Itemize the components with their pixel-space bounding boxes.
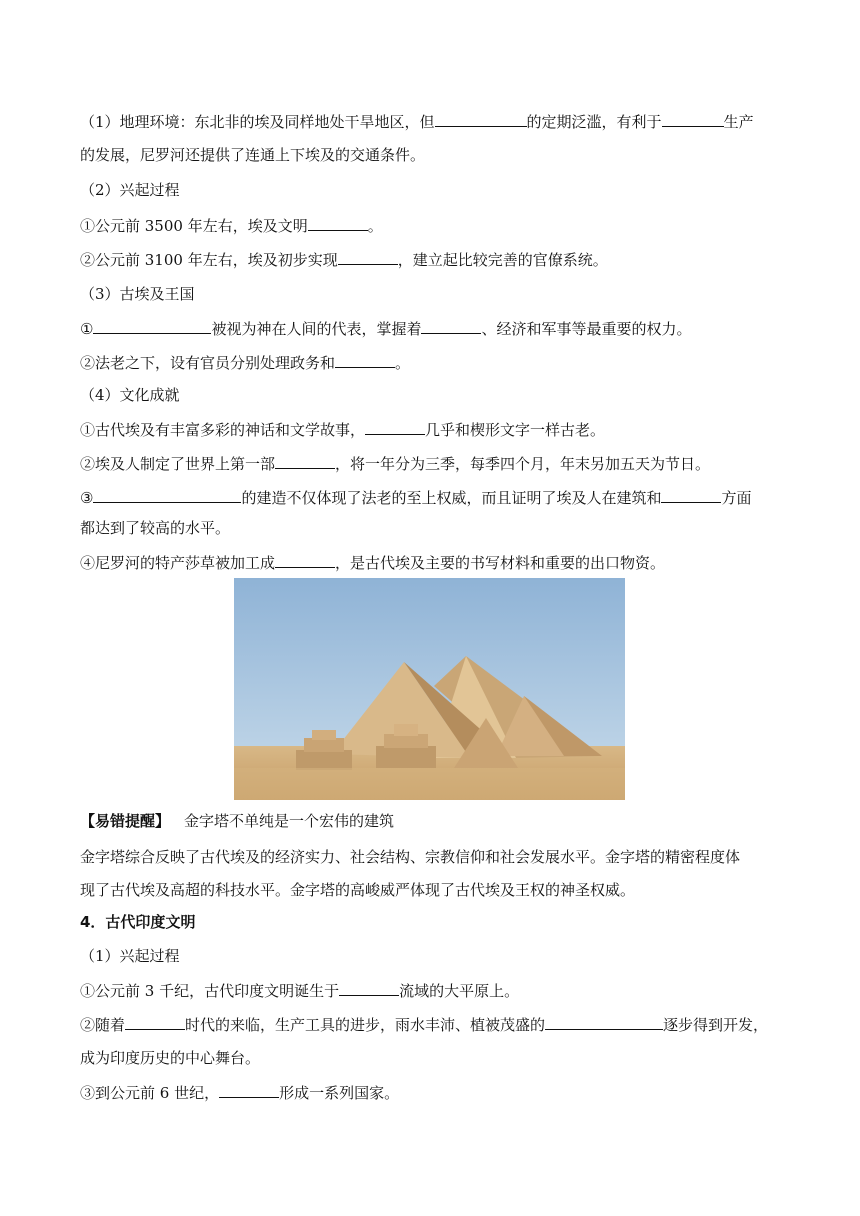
text: ① <box>80 320 94 338</box>
blank[interactable] <box>435 111 527 127</box>
rise-line-1 <box>80 215 383 236</box>
text: 金字塔综合反映了古代埃及的经济实力、社会结构、宗教信仰和社会发展水平。金字塔的精密程度体 <box>80 848 741 866</box>
text: 现了古代埃及高超的科技水平。金字塔的高峻威严体现了古代埃及王权的神圣权威。 <box>80 881 636 899</box>
text: 时代的来临，生产工具的进步，雨水丰沛、植被茂盛的 <box>185 1016 546 1034</box>
tip-title: 金字塔不单纯是一个宏伟的建筑 <box>184 812 395 830</box>
geo-line-1 <box>80 111 754 132</box>
blank[interactable] <box>93 487 241 503</box>
blank[interactable] <box>308 215 368 231</box>
text: ，建立起比较完善的官僚系统。 <box>397 251 608 269</box>
text: 的发展，尼罗河还提供了连通上下埃及的交通条件。 <box>80 146 426 164</box>
text: （2）兴起过程 <box>80 181 180 199</box>
blank[interactable] <box>335 352 395 368</box>
text: （1）兴起过程 <box>80 947 180 965</box>
text: 几乎和楔形文字一样古老。 <box>425 421 606 439</box>
section-title: 4．古代印度文明 <box>80 913 196 931</box>
india-line-1 <box>80 980 519 1001</box>
text: 方面 <box>721 489 752 507</box>
text: ①古代埃及有丰富多彩的神话和文学故事， <box>80 421 366 439</box>
text: 都达到了较高的水平。 <box>80 519 231 537</box>
tip-label: 【易错提醒】 <box>80 812 171 830</box>
blank[interactable] <box>275 453 335 469</box>
blank[interactable] <box>93 318 211 334</box>
kingdom-line-1 <box>80 318 691 339</box>
text: ①公元前 3500 年左右，埃及文明 <box>80 217 308 235</box>
text: ③ <box>80 489 94 507</box>
text: ②埃及人制定了世界上第一部 <box>80 455 276 473</box>
text: 。 <box>367 217 383 235</box>
blank[interactable] <box>421 318 481 334</box>
culture-line-5 <box>80 552 665 573</box>
text: ②公元前 3100 年左右，埃及初步实现 <box>80 251 338 269</box>
text: ②法老之下，设有官员分别处理政务和 <box>80 354 336 372</box>
text: （1）地理环境：东北非的埃及同样地处干旱地区，但 <box>80 113 435 131</box>
blank[interactable] <box>662 111 724 127</box>
culture-line-3 <box>80 487 751 508</box>
rise-heading <box>80 180 180 200</box>
text: 形成一系列国家。 <box>279 1084 400 1102</box>
tip-header <box>80 811 394 831</box>
text: 被视为神在人间的代表，掌握着 <box>211 320 422 338</box>
text: 。 <box>395 354 411 372</box>
section-4-title <box>80 912 195 932</box>
blank[interactable] <box>661 487 721 503</box>
blank[interactable] <box>338 249 398 265</box>
india-line-2 <box>80 1014 768 1035</box>
text: （4）文化成就 <box>80 386 180 404</box>
india-line-3 <box>80 1048 260 1068</box>
text: 、经济和军事等最重要的权力。 <box>481 320 692 338</box>
kingdom-heading <box>80 284 195 304</box>
kingdom-line-2 <box>80 352 410 373</box>
text: 生产 <box>723 113 754 131</box>
text: ④尼罗河的特产莎草被加工成 <box>80 554 276 572</box>
pyramids-illustration <box>234 578 625 800</box>
culture-heading <box>80 385 180 405</box>
rise-line-2 <box>80 249 608 270</box>
blank[interactable] <box>219 1082 279 1098</box>
pyramids-photo <box>234 578 625 800</box>
blank[interactable] <box>339 980 399 996</box>
blank[interactable] <box>275 552 335 568</box>
text: ①公元前 3 千纪，古代印度文明诞生于 <box>80 982 340 1000</box>
text: 逐步得到开发， <box>663 1016 769 1034</box>
text: ，将一年分为三季，每季四个月，年末另加五天为节日。 <box>335 455 711 473</box>
text: 的定期泛滥，有利于 <box>526 113 662 131</box>
culture-line-4 <box>80 518 230 538</box>
culture-line-1 <box>80 419 605 440</box>
text: ，是古代埃及主要的书写材料和重要的出口物资。 <box>335 554 666 572</box>
text: 流域的大平原上。 <box>399 982 520 1000</box>
culture-line-2 <box>80 453 710 474</box>
blank[interactable] <box>545 1014 663 1030</box>
text: 的建造不仅体现了法老的至上权威，而且证明了埃及人在建筑和 <box>241 489 662 507</box>
india-line-4 <box>80 1082 399 1103</box>
tip-body-2 <box>80 880 635 900</box>
text: ②随着 <box>80 1016 126 1034</box>
text: 成为印度历史的中心舞台。 <box>80 1049 261 1067</box>
india-heading <box>80 946 180 966</box>
blank[interactable] <box>365 419 425 435</box>
geo-line-2 <box>80 145 425 165</box>
tip-body-1 <box>80 847 740 867</box>
text: （3）古埃及王国 <box>80 285 195 303</box>
text: ③到公元前 6 世纪， <box>80 1084 220 1102</box>
blank[interactable] <box>125 1014 185 1030</box>
